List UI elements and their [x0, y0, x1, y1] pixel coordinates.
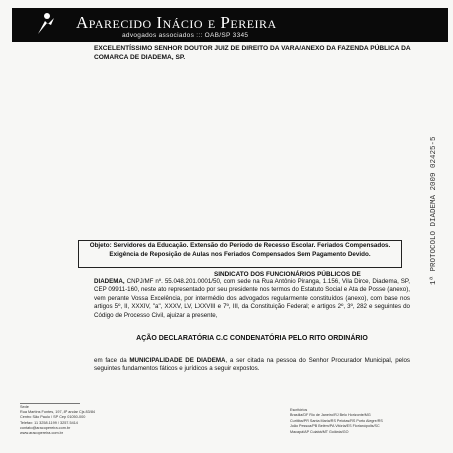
party-heading: SINDICATO DOS FUNCIONÁRIOS PÚBLICOS DE [214, 271, 361, 278]
defendant-entity: MUNICIPALIDADE DE DIADEMA [129, 357, 226, 364]
footer-hq-line: Telefax: 11 3258.1199 / 3257.5414 [20, 420, 78, 425]
party-paragraph [94, 278, 410, 320]
party-body: CNPJ/MF nº. 55.048.201.0001/50, com sede na Rua Antônio Piranga, 1.156, Vila Dirce, Diadema, SP, CEP 09911-160, neste ato representado por seu presidente nos termos do Estatuto Social e Ata de Posse (anexo), vem perante Vossa Excelência, por intermédio dos advogados regularmente constituídos (anexo), com base nos artigos 5º, II, XXXIV, "a", XXXV, LV, LXXVIII e 7º, III, da Constituição Federal; e artigos 2º, 3º, 282 e seguintes do Código de Processo Civil, ajuizar a presente, [94, 278, 410, 319]
defendant-pre: em face da [94, 357, 127, 364]
footer-hq-title: Sede [20, 405, 29, 409]
footer-offices-line: Macapá/AP Cuiabá/MT Goiânia/GO [290, 429, 349, 434]
subject-text: Servidores da Educação. Extensão do Período de Recesso Escolar. Feriados Compensados. Exigência de Reposição de Aulas nos Feriados Compensados Sem Pagamento Devido. [109, 242, 391, 258]
footer-offices-title: Escritórios [290, 408, 308, 412]
footer-hq-line: contato@aracopereira.com.br [20, 425, 71, 430]
footer-offices [290, 408, 440, 435]
firm-name: Aparecido Inácio e Pereira [76, 13, 277, 32]
subject-box [78, 240, 402, 268]
subject-label: Objeto: [89, 242, 112, 249]
defendant-paragraph [94, 357, 410, 374]
footer-offices-line: Brasília/DF Rio de Janeiro/RJ Belo Horizonte/MG [290, 413, 371, 418]
firm-subtitle: advogados associados ::: OAB/SP 3345 [122, 32, 249, 39]
firm-logo-icon [34, 12, 56, 36]
protocol-stamp: 1ª PROTOCOLO DIADEMA 2009 02425-5 [430, 136, 438, 285]
footer-hq-line: www.aracopereira.com.br [20, 431, 64, 436]
footer-headquarters [20, 405, 150, 436]
footer-offices-line: João Pessoa/PB Belém/PA Vitória/ES Florianópolis/SC [290, 424, 380, 429]
letterhead-band [12, 8, 448, 42]
action-title: AÇÃO DECLARATÓRIA C.C CONDENATÓRIA PELO RITO ORDINÁRIO [136, 335, 368, 342]
party-name-cont: DIADEMA, [94, 278, 125, 285]
footer-hq-line: Centro São Paulo / SP Cep 01050-000 [20, 415, 86, 420]
addressee: EXCELENTÍSSIMO SENHOR DOUTOR JUIZ DE DIREITO DA VARA/ANEXO DA FAZENDA PÚBLICA DA COMARCA DE DIADEMA, SP. [94, 45, 411, 61]
defendant-post: , a ser citada na pessoa do Senhor Procurador Municipal, pelos seguintes fundamentos fáticos e jurídicos a seguir expostos. [94, 357, 410, 373]
footer-hq-line: Rua Martins Fontes, 197, 8º andar Cjs 83/84 [20, 410, 96, 415]
footer-offices-line: Curitiba/PR Santa Maria/RS Pelotas/RS Porto Alegre/RS [290, 418, 383, 423]
footer-divider [20, 403, 80, 404]
